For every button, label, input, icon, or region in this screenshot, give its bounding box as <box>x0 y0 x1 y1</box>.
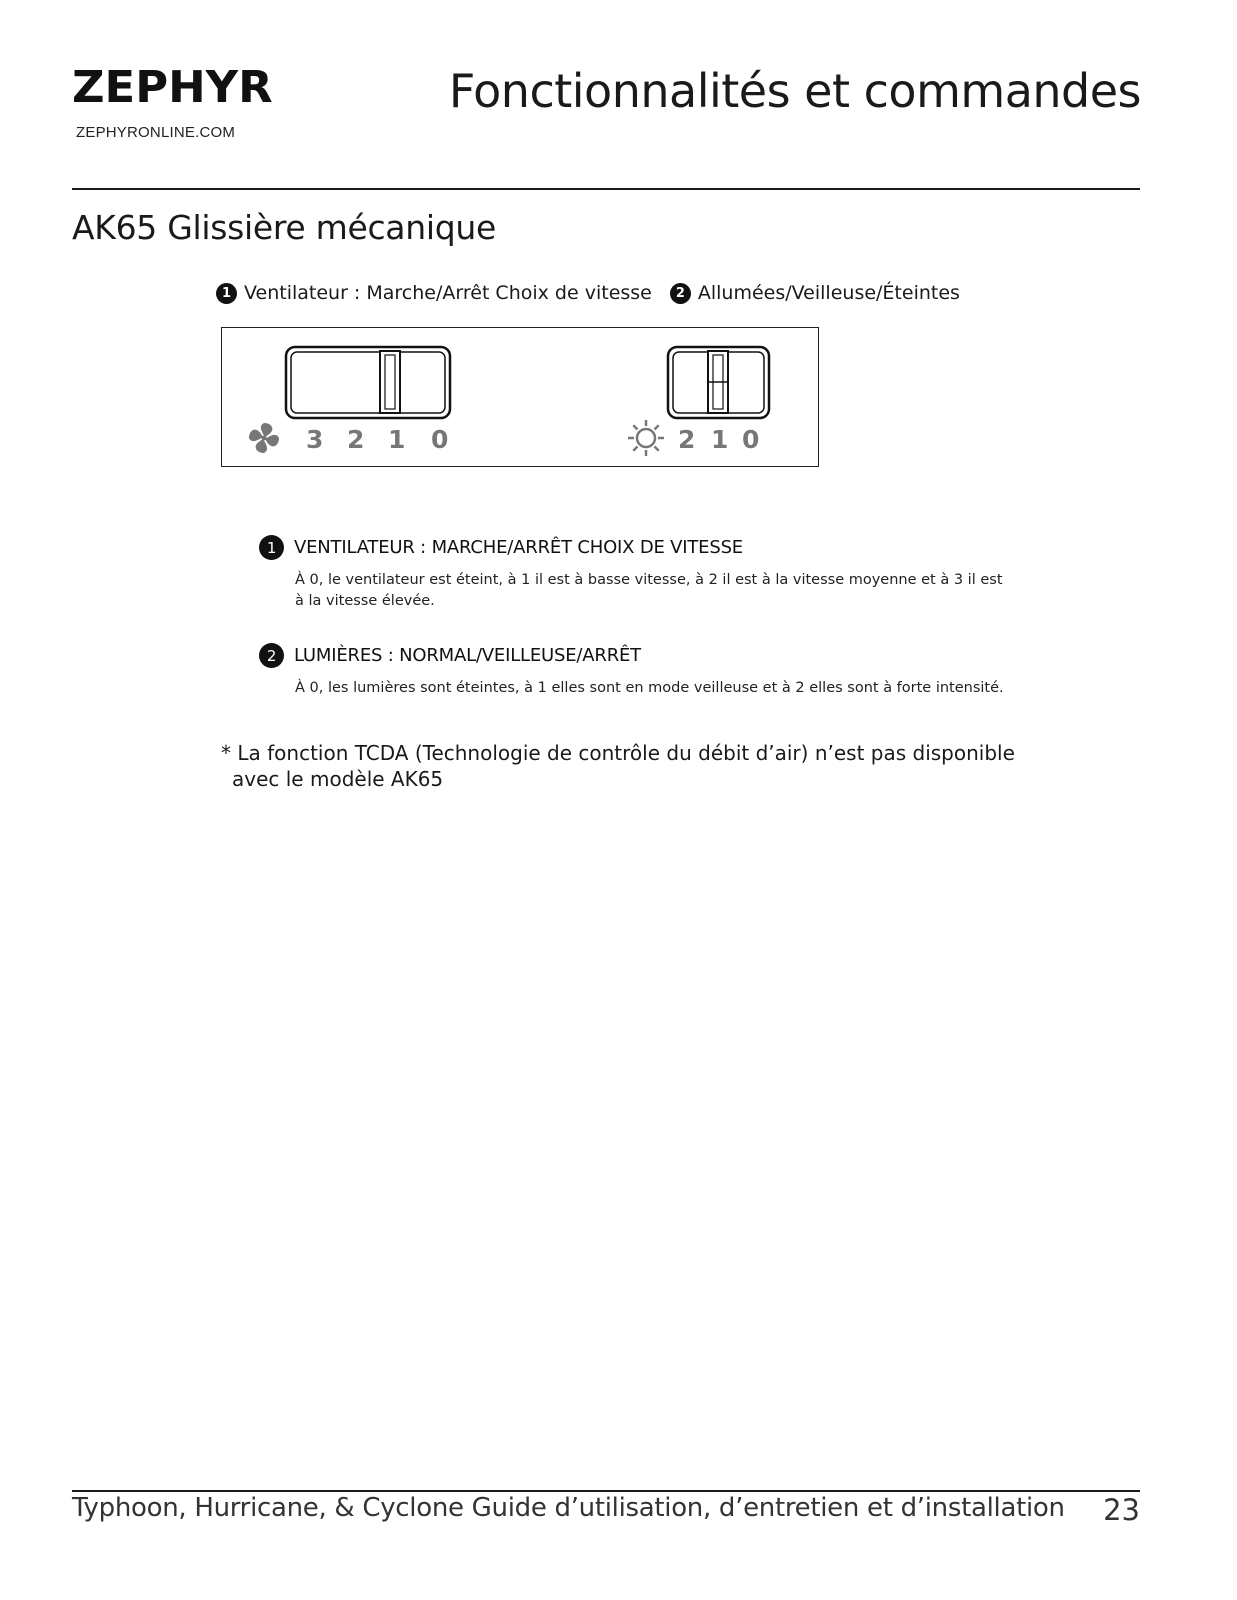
item-title-lights: LUMIÈRES : NORMAL/VEILLEUSE/ARRÊT <box>294 645 641 666</box>
section-title: AK65 Glissière mécanique <box>72 208 496 247</box>
legend-badge-2: 2 <box>670 283 691 304</box>
light-slider <box>668 347 769 418</box>
item-description-lights: À 0, les lumières sont éteintes, à 1 elles sont en mode veilleuse et à 2 elles sont à forte intensité. <box>295 680 1004 696</box>
feature-item-lights <box>259 643 1015 699</box>
footnote <box>221 740 1015 792</box>
site-url: ZEPHYRONLINE.COM <box>76 124 236 141</box>
light-slider-knob <box>708 351 728 413</box>
item-description-fan: À 0, le ventilateur est éteint, à 1 il est à basse vitesse, à 2 il est à la vitesse moyenne et à 3 il est à la vitesse élevée. <box>295 572 1003 609</box>
fan-slider <box>286 347 450 418</box>
fan-scale-3: 3 <box>306 425 324 454</box>
item-badge-1: 1 <box>259 535 284 560</box>
footer-divider <box>72 1490 1140 1492</box>
fan-slider-knob <box>380 351 400 413</box>
feature-item-fan <box>259 535 1015 612</box>
control-panel-illustration <box>221 327 819 467</box>
light-scale-0: 0 <box>742 425 760 454</box>
brand-logo: ZEPHYR <box>72 62 273 113</box>
page-number: 23 <box>1103 1493 1140 1527</box>
legend-badge-1: 1 <box>216 283 237 304</box>
item-badge-2: 2 <box>259 643 284 668</box>
footnote-line-1: * La fonction TCDA (Technologie de contrôle du débit d’air) n’est pas disponible <box>221 741 1015 765</box>
fan-scale-1: 1 <box>388 425 406 454</box>
legend-label-lights: Allumées/Veilleuse/Éteintes <box>697 282 960 304</box>
fan-scale-2: 2 <box>347 425 365 454</box>
fan-icon <box>249 423 279 453</box>
footnote-line-2: avec le modèle AK65 <box>232 767 444 791</box>
legend-label-fan: Ventilateur : Marche/Arrêt Choix de vitesse <box>244 282 652 304</box>
page-title: Fonctionnalités et commandes <box>448 64 1141 118</box>
fan-scale-0: 0 <box>431 425 449 454</box>
light-scale-1: 1 <box>711 425 729 454</box>
control-legend <box>216 282 960 304</box>
item-title-fan: VENTILATEUR : MARCHE/ARRÊT CHOIX DE VITESSE <box>294 537 743 558</box>
sun-icon <box>628 420 664 456</box>
footer-guide-title: Typhoon, Hurricane, & Cyclone Guide d’utilisation, d’entretien et d’installation <box>72 1493 1065 1523</box>
control-panel-svg <box>222 328 820 468</box>
header-divider <box>72 188 1140 190</box>
light-scale-2: 2 <box>678 425 696 454</box>
